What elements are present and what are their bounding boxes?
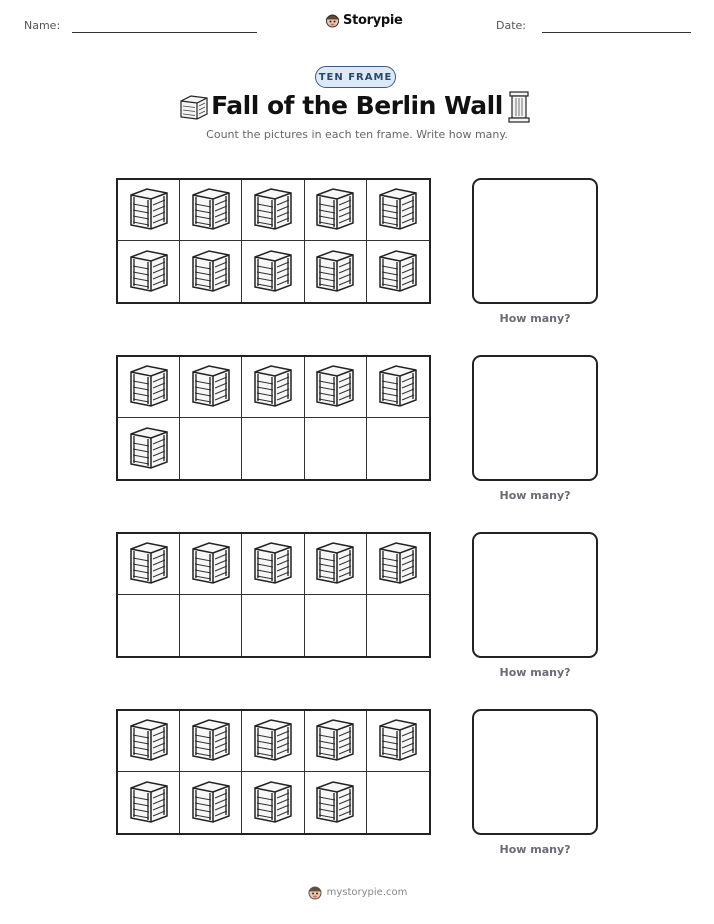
ten-frame-cell — [118, 595, 180, 656]
ten-frame-cell — [118, 180, 180, 241]
ten-frame-cell — [242, 241, 304, 302]
crate-icon — [313, 362, 357, 412]
crate-icon — [313, 185, 357, 235]
ten-frame-cell — [118, 357, 180, 418]
ten-frame-cell — [305, 595, 367, 656]
ten-frame-cell — [305, 180, 367, 241]
answer-box-4[interactable] — [472, 709, 598, 835]
crate-icon — [376, 716, 420, 766]
crate-icon — [376, 247, 420, 297]
crate-icon — [313, 539, 357, 589]
ten-frame-cell — [367, 595, 429, 656]
ten-frame-3 — [116, 532, 431, 658]
footer-url: mystorypie.com — [326, 887, 408, 898]
ten-frame-cell — [180, 357, 242, 418]
ten-frame-cell — [180, 241, 242, 302]
wall-pillar-decoration-icon — [508, 90, 530, 123]
date-label: Date: — [496, 19, 526, 32]
crate-icon — [127, 539, 171, 589]
ten-frame-4 — [116, 709, 431, 835]
storypie-mascot-icon — [307, 884, 323, 901]
ten-frame-cell — [367, 357, 429, 418]
ten-frame-cell — [367, 772, 429, 833]
ten-frame-cell — [305, 772, 367, 833]
worksheet-title: Fall of the Berlin Wall — [211, 91, 503, 120]
crate-icon — [127, 778, 171, 828]
ten-frame-cell — [242, 418, 304, 479]
ten-frame-cell — [305, 357, 367, 418]
how-many-label-4: How many? — [499, 843, 571, 856]
answer-box-2[interactable] — [472, 355, 598, 481]
ten-frame-cell — [242, 534, 304, 595]
crate-icon — [251, 185, 295, 235]
ten-frame-cell — [367, 180, 429, 241]
ten-frame-cell — [180, 711, 242, 772]
instructions: Count the pictures in each ten frame. Write how many. — [206, 128, 508, 141]
ten-frame-cell — [367, 241, 429, 302]
ten-frame-cell — [118, 241, 180, 302]
crate-icon — [313, 247, 357, 297]
how-many-label-3: How many? — [499, 666, 571, 679]
ten-frame-cell — [305, 534, 367, 595]
how-many-label-1: How many? — [499, 312, 571, 325]
crate-icon — [127, 716, 171, 766]
crate-icon — [127, 185, 171, 235]
crate-icon — [189, 716, 233, 766]
footer — [0, 884, 714, 901]
crate-icon — [376, 362, 420, 412]
ten-frame-cell — [305, 241, 367, 302]
crate-icon — [189, 247, 233, 297]
ten-frame-cell — [180, 772, 242, 833]
crate-icon — [251, 716, 295, 766]
answer-box-1[interactable] — [472, 178, 598, 304]
ten-frame-cell — [242, 595, 304, 656]
ten-frame-cell — [242, 180, 304, 241]
crate-icon — [127, 247, 171, 297]
ten-frame-2 — [116, 355, 431, 481]
crate-icon — [189, 185, 233, 235]
ten-frame-cell — [180, 180, 242, 241]
ten-frame-cell — [118, 711, 180, 772]
ten-frame-cell — [180, 595, 242, 656]
ten-frame-cell — [118, 772, 180, 833]
crate-icon — [127, 362, 171, 412]
storypie-mascot-icon — [325, 12, 340, 29]
crate-icon — [189, 539, 233, 589]
crate-icon — [251, 778, 295, 828]
ten-frame-cell — [242, 711, 304, 772]
ten-frame-cell — [242, 772, 304, 833]
crate-icon — [313, 778, 357, 828]
crate-icon — [251, 539, 295, 589]
ten-frame-cell — [242, 357, 304, 418]
crate-icon — [189, 778, 233, 828]
crate-icon — [376, 185, 420, 235]
ten-frame-cell — [118, 418, 180, 479]
how-many-label-2: How many? — [499, 489, 571, 502]
crate-icon — [313, 716, 357, 766]
name-line[interactable] — [72, 32, 257, 33]
answer-box-3[interactable] — [472, 532, 598, 658]
ten-frame-cell — [367, 418, 429, 479]
ten-frame-cell — [180, 534, 242, 595]
ten-frame-cell — [305, 418, 367, 479]
crate-icon — [376, 539, 420, 589]
brand-logo — [325, 12, 403, 29]
ten-frame-cell — [367, 711, 429, 772]
name-label: Name: — [24, 19, 61, 32]
crate-icon — [251, 247, 295, 297]
crate-icon — [127, 424, 171, 474]
crate-icon — [189, 362, 233, 412]
crate-icon — [251, 362, 295, 412]
ten-frame-cell — [180, 418, 242, 479]
ten-frame-cell — [305, 711, 367, 772]
date-line[interactable] — [542, 32, 691, 33]
ten-frame-cell — [118, 534, 180, 595]
ten-frame-1 — [116, 178, 431, 304]
brand-name: Storypie — [343, 13, 403, 28]
ten-frame-badge: TEN FRAME — [315, 66, 396, 88]
ten-frame-cell — [367, 534, 429, 595]
